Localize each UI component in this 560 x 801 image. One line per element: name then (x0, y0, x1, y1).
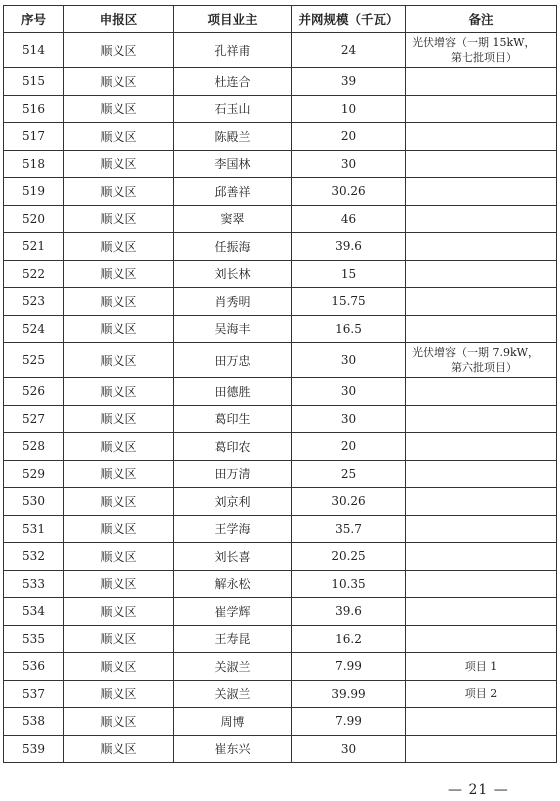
note-line-2: 第六批项目） (451, 361, 517, 374)
owner-cell: 邱善祥 (174, 178, 292, 206)
note-cell (406, 233, 557, 261)
table-row (4, 33, 557, 68)
scale-cell: 20 (292, 123, 406, 151)
district-cell: 顺义区 (64, 625, 174, 653)
district-cell: 顺义区 (64, 460, 174, 488)
district-cell: 顺义区 (64, 543, 174, 571)
scale-cell: 30 (292, 378, 406, 406)
table-row (4, 625, 557, 653)
table-row (4, 68, 557, 96)
serial-cell: 516 (4, 95, 64, 123)
note-cell (406, 205, 557, 233)
scale-cell: 25 (292, 460, 406, 488)
note-cell (406, 625, 557, 653)
scale-cell: 39.6 (292, 598, 406, 626)
district-cell: 顺义区 (64, 343, 174, 378)
scale-cell: 30.26 (292, 178, 406, 206)
serial-cell: 523 (4, 288, 64, 316)
table-row (4, 735, 557, 763)
owner-cell: 孔祥甫 (174, 33, 292, 68)
table-row (4, 178, 557, 206)
district-cell: 顺义区 (64, 178, 174, 206)
district-cell: 顺义区 (64, 378, 174, 406)
header-district: 申报区 (64, 6, 174, 33)
note-cell (406, 570, 557, 598)
table-row (4, 205, 557, 233)
scale-cell: 30 (292, 150, 406, 178)
owner-cell: 田万清 (174, 460, 292, 488)
note-cell (406, 378, 557, 406)
district-cell: 顺义区 (64, 570, 174, 598)
district-cell: 顺义区 (64, 515, 174, 543)
district-cell: 顺义区 (64, 288, 174, 316)
district-cell: 顺义区 (64, 123, 174, 151)
owner-cell: 刘京利 (174, 488, 292, 516)
note-cell (406, 735, 557, 763)
scale-cell: 15.75 (292, 288, 406, 316)
note-line-1: 光伏增容（一期 7.9kW， (412, 346, 539, 359)
owner-cell: 周博 (174, 708, 292, 736)
owner-cell: 崔学辉 (174, 598, 292, 626)
note-cell (406, 598, 557, 626)
note-cell (406, 95, 557, 123)
owner-cell: 吴海丰 (174, 315, 292, 343)
table-row (4, 598, 557, 626)
note-cell (406, 433, 557, 461)
serial-cell: 538 (4, 708, 64, 736)
scale-cell: 7.99 (292, 708, 406, 736)
note-cell (406, 315, 557, 343)
note-line-2: 第七批项目） (451, 51, 517, 64)
scale-cell: 15 (292, 260, 406, 288)
owner-cell: 关淑兰 (174, 680, 292, 708)
district-cell: 顺义区 (64, 68, 174, 96)
district-cell: 顺义区 (64, 735, 174, 763)
scale-cell: 39 (292, 68, 406, 96)
note-cell (406, 708, 557, 736)
table-row (4, 570, 557, 598)
serial-cell: 537 (4, 680, 64, 708)
note-cell (406, 68, 557, 96)
note-line-1: 光伏增容（一期 15kW， (412, 36, 536, 49)
serial-cell: 532 (4, 543, 64, 571)
header-note: 备注 (406, 6, 557, 33)
owner-cell: 葛印生 (174, 405, 292, 433)
scale-cell: 10.35 (292, 570, 406, 598)
table-row (4, 123, 557, 151)
serial-cell: 514 (4, 33, 64, 68)
district-cell: 顺义区 (64, 680, 174, 708)
owner-cell: 王寿昆 (174, 625, 292, 653)
owner-cell: 王学海 (174, 515, 292, 543)
owner-cell: 陈殿兰 (174, 123, 292, 151)
header-row (4, 6, 557, 33)
scale-cell: 20 (292, 433, 406, 461)
serial-cell: 531 (4, 515, 64, 543)
scale-cell: 10 (292, 95, 406, 123)
note-cell (406, 123, 557, 151)
scale-cell: 20.25 (292, 543, 406, 571)
table-row (4, 150, 557, 178)
district-cell: 顺义区 (64, 708, 174, 736)
note-cell (406, 33, 557, 68)
scale-cell: 30 (292, 405, 406, 433)
owner-cell: 任振海 (174, 233, 292, 261)
note-line-1: 项目 2 (464, 687, 498, 701)
table-row (4, 378, 557, 406)
note-cell (406, 515, 557, 543)
table-row (4, 543, 557, 571)
header-serial: 序号 (4, 6, 64, 33)
district-cell: 顺义区 (64, 315, 174, 343)
table-row (4, 515, 557, 543)
owner-cell: 刘长林 (174, 260, 292, 288)
scale-cell: 7.99 (292, 653, 406, 681)
serial-cell: 526 (4, 378, 64, 406)
district-cell: 顺义区 (64, 598, 174, 626)
district-cell: 顺义区 (64, 488, 174, 516)
header-scale: 并网规模（千瓦） (292, 6, 406, 33)
table-row (4, 405, 557, 433)
district-cell: 顺义区 (64, 433, 174, 461)
owner-cell: 石玉山 (174, 95, 292, 123)
table-row (4, 708, 557, 736)
note-line-1: 项目 1 (464, 659, 498, 673)
owner-cell: 葛印农 (174, 433, 292, 461)
note-cell (406, 288, 557, 316)
table-row (4, 343, 557, 378)
table-row (4, 233, 557, 261)
scale-cell: 16.2 (292, 625, 406, 653)
serial-cell: 535 (4, 625, 64, 653)
serial-cell: 530 (4, 488, 64, 516)
serial-cell: 525 (4, 343, 64, 378)
note-cell (406, 343, 557, 378)
scale-cell: 46 (292, 205, 406, 233)
district-cell: 顺义区 (64, 205, 174, 233)
owner-cell: 刘长喜 (174, 543, 292, 571)
owner-cell: 李国林 (174, 150, 292, 178)
table-row (4, 488, 557, 516)
table-header (4, 6, 557, 33)
serial-cell: 521 (4, 233, 64, 261)
serial-cell: 527 (4, 405, 64, 433)
table-row (4, 653, 557, 681)
serial-cell: 518 (4, 150, 64, 178)
table-row (4, 315, 557, 343)
serial-cell: 539 (4, 735, 64, 763)
header-owner: 项目业主 (174, 6, 292, 33)
scale-cell: 24 (292, 33, 406, 68)
note-cell (406, 543, 557, 571)
note-cell (406, 405, 557, 433)
scale-cell: 39.99 (292, 680, 406, 708)
owner-cell: 杜连合 (174, 68, 292, 96)
table-row (4, 95, 557, 123)
serial-cell: 520 (4, 205, 64, 233)
owner-cell: 关淑兰 (174, 653, 292, 681)
owner-cell: 肖秀明 (174, 288, 292, 316)
district-cell: 顺义区 (64, 653, 174, 681)
scale-cell: 39.6 (292, 233, 406, 261)
scale-cell: 30 (292, 735, 406, 763)
page-number: — 21 — (448, 782, 509, 798)
owner-cell: 崔东兴 (174, 735, 292, 763)
owner-cell: 田万忠 (174, 343, 292, 378)
serial-cell: 529 (4, 460, 64, 488)
serial-cell: 519 (4, 178, 64, 206)
district-cell: 顺义区 (64, 95, 174, 123)
note-cell (406, 460, 557, 488)
table-row (4, 680, 557, 708)
serial-cell: 524 (4, 315, 64, 343)
serial-cell: 536 (4, 653, 64, 681)
serial-cell: 515 (4, 68, 64, 96)
district-cell: 顺义区 (64, 405, 174, 433)
table-row (4, 433, 557, 461)
note-cell (406, 488, 557, 516)
serial-cell: 534 (4, 598, 64, 626)
note-cell (406, 178, 557, 206)
scale-cell: 16.5 (292, 315, 406, 343)
owner-cell: 田德胜 (174, 378, 292, 406)
scale-cell: 30.26 (292, 488, 406, 516)
table-body (4, 33, 557, 763)
owner-cell: 窦翠 (174, 205, 292, 233)
scale-cell: 30 (292, 343, 406, 378)
scale-cell: 35.7 (292, 515, 406, 543)
serial-cell: 517 (4, 123, 64, 151)
serial-cell: 522 (4, 260, 64, 288)
table-row (4, 288, 557, 316)
table-row (4, 260, 557, 288)
data-table (3, 5, 557, 763)
owner-cell: 解永松 (174, 570, 292, 598)
note-cell (406, 680, 557, 708)
note-cell (406, 260, 557, 288)
district-cell: 顺义区 (64, 150, 174, 178)
district-cell: 顺义区 (64, 260, 174, 288)
serial-cell: 528 (4, 433, 64, 461)
table-row (4, 460, 557, 488)
note-cell (406, 150, 557, 178)
serial-cell: 533 (4, 570, 64, 598)
district-cell: 顺义区 (64, 233, 174, 261)
note-cell (406, 653, 557, 681)
district-cell: 顺义区 (64, 33, 174, 68)
